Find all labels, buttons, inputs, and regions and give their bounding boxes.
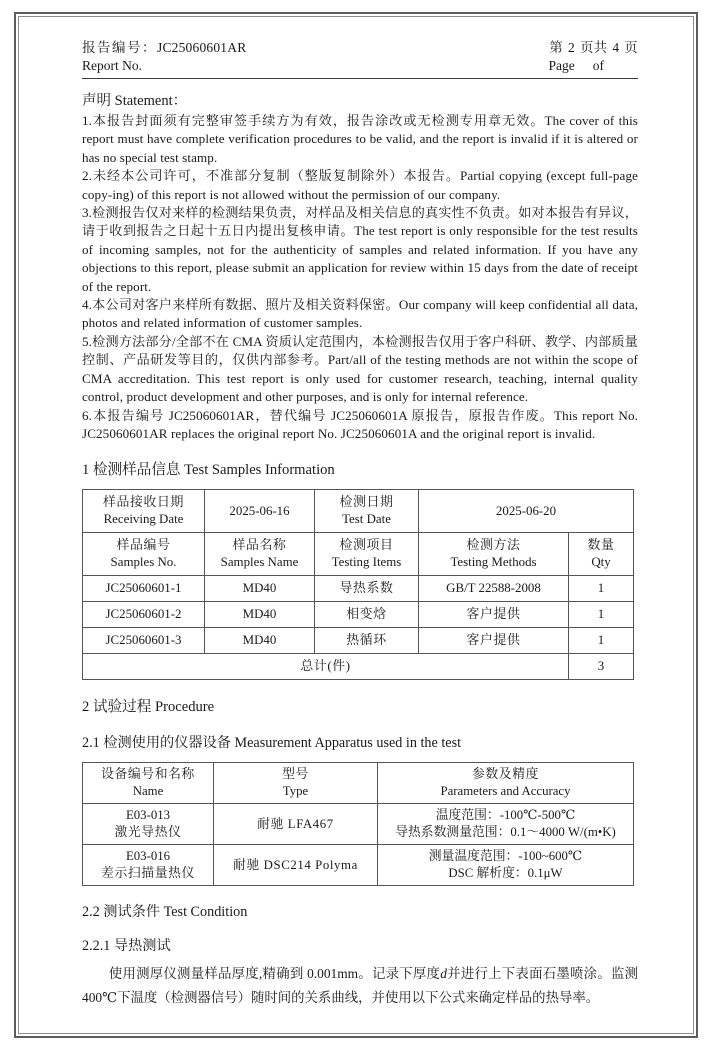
receiving-date-label-en: Receiving Date bbox=[103, 512, 184, 527]
cell-testing-method: GB/T 22588-2008 bbox=[419, 576, 569, 602]
column-header-equipment-params bbox=[378, 763, 634, 804]
report-number-label-en: Report No. bbox=[82, 58, 142, 73]
test-date-label-en: Test Date bbox=[342, 512, 391, 527]
equipment-row bbox=[83, 845, 634, 886]
paragraph-part-2: 并进行上下表面石墨喷涂。监测 400℃下温度（检测器信号）随时间的关系曲线，并使用以下公式来确定样品的热导率。 bbox=[82, 966, 639, 1006]
cell-sample-no: JC25060601-1 bbox=[83, 576, 205, 602]
cell-sample-name: MD40 bbox=[205, 628, 315, 654]
statement-title: 声明 Statement： bbox=[82, 93, 188, 109]
section-1-heading: 1 检测样品信息 Test Samples Information bbox=[82, 462, 335, 479]
statement-item-3: 3.检测报告仅对来样的检测结果负责，对样品及相关信息的真实性不负责。如对本报告有异议，请于收到报告之日起十五日内提出复核申请。The test report is only responsible for the test results of incoming samples, not for the authenticity of samples and related information. If you have any objections to this report, please submit an application for review within 15 days from the date of receipt of the report. bbox=[82, 205, 638, 294]
total-label: 总计(件) bbox=[83, 654, 569, 680]
cell-sample-no: JC25060601-2 bbox=[83, 602, 205, 628]
column-header-testing-methods bbox=[419, 533, 569, 576]
col-head-cn: 设备编号和名称 bbox=[101, 767, 195, 782]
document-content bbox=[82, 38, 638, 1010]
page-suffix-cn: 页 bbox=[624, 40, 638, 55]
equipment-param-2: DSC 解析度：0.1μW bbox=[448, 866, 563, 881]
test-samples-table bbox=[82, 489, 634, 680]
cell-equipment-name bbox=[83, 804, 214, 845]
table-row bbox=[83, 576, 634, 602]
cell-testing-item: 相变焓 bbox=[315, 602, 419, 628]
col-head-en: Parameters and Accuracy bbox=[440, 784, 571, 799]
column-header-samples-name bbox=[205, 533, 315, 576]
col-head-en: Qty bbox=[591, 555, 611, 570]
col-head-cn: 样品名称 bbox=[232, 538, 287, 553]
page-prefix-cn: 第 bbox=[549, 40, 563, 55]
equipment-id: E03-013 bbox=[125, 808, 171, 823]
equipment-name-cn: 激光导热仪 bbox=[114, 825, 182, 840]
cell-equipment-type: 耐驰 LFA467 bbox=[214, 804, 378, 845]
col-head-cn: 型号 bbox=[282, 767, 309, 782]
paragraph-part-1: 使用测厚仪测量样品厚度,精确到 0.001mm。记录下厚度 bbox=[108, 966, 441, 982]
cell-sample-name: MD40 bbox=[205, 602, 315, 628]
header-row-primary bbox=[82, 38, 638, 57]
table-row-dates bbox=[83, 490, 634, 533]
cell-sample-no: JC25060601-3 bbox=[83, 628, 205, 654]
column-header-equipment-type bbox=[214, 763, 378, 804]
equipment-name-cn: 差示扫描量热仪 bbox=[101, 866, 195, 881]
table-row bbox=[83, 602, 634, 628]
header-row-secondary bbox=[82, 57, 638, 75]
equipment-param-2: 导热系数测量范围：0.1～4000 W/(m•K) bbox=[395, 825, 616, 840]
equipment-param-1: 温度范围：-100℃-500℃ bbox=[435, 808, 576, 823]
table-total-row bbox=[83, 654, 634, 680]
column-header-equipment-name bbox=[83, 763, 214, 804]
report-number-label-cn: 报告编号： bbox=[82, 40, 157, 55]
cell-equipment-type: 耐驰 DSC214 Polyma bbox=[214, 845, 378, 886]
equipment-table bbox=[82, 762, 634, 886]
equipment-param-1: 测量温度范围：-100~600℃ bbox=[428, 849, 583, 864]
test-date-label-cn: 检测日期 bbox=[339, 495, 394, 510]
cell-sample-name: MD40 bbox=[205, 576, 315, 602]
page-current: 2 bbox=[567, 40, 575, 55]
col-head-en: Samples No. bbox=[110, 555, 177, 570]
section-2-1-heading: 2.1 检测使用的仪器设备 Measurement Apparatus used in the test bbox=[82, 735, 462, 752]
page-mid-cn: 页共 bbox=[579, 40, 608, 55]
cell-qty: 1 bbox=[569, 628, 634, 654]
page-indicator-cn bbox=[549, 38, 638, 57]
paragraph-symbol-d: d bbox=[440, 966, 447, 982]
page-total: 4 bbox=[612, 40, 620, 55]
receiving-date-header bbox=[83, 490, 205, 533]
section-2-heading: 2 试验过程 Procedure bbox=[82, 699, 215, 716]
col-head-en: Testing Items bbox=[331, 555, 402, 570]
column-header-samples-no bbox=[83, 533, 205, 576]
table-header-row bbox=[83, 533, 634, 576]
document-header bbox=[82, 38, 638, 79]
col-head-en: Name bbox=[132, 784, 164, 799]
statement-item-5: 5.检测方法部分/全部不在 CMA 资质认定范围内，本检测报告仅用于客户科研、教学、内部质量控制、产品研发等目的，仅供内部参考。Part/all of the testing methods are not within the scope of CMA accreditation. This test report is only used for customer research, teaching, internal quality control, product development and other purposes, and is only for internal reference. bbox=[82, 333, 638, 405]
col-head-cn: 检测方法 bbox=[466, 538, 521, 553]
col-head-en: Samples Name bbox=[220, 555, 299, 570]
statement-item-1: 1.本报告封面须有完整审签手续方为有效，报告涂改或无检测专用章无效。The cover of this report must have complete verification procedures to be valid, and the report is invalid if it is altered or has no special test stamp. bbox=[82, 113, 638, 165]
receiving-date-label-cn: 样品接收日期 bbox=[103, 495, 184, 510]
cell-testing-item: 热循环 bbox=[315, 628, 419, 654]
report-number-value: JC25060601AR bbox=[157, 40, 247, 55]
page-of-label-en: of bbox=[592, 58, 604, 73]
equipment-row bbox=[83, 804, 634, 845]
cell-equipment-params bbox=[378, 845, 634, 886]
section-2-2-1-heading: 2.2.1 导热测试 bbox=[82, 938, 171, 955]
cell-equipment-params bbox=[378, 804, 634, 845]
receiving-date-value: 2025-06-16 bbox=[205, 490, 315, 533]
table-row bbox=[83, 628, 634, 654]
col-head-cn: 样品编号 bbox=[116, 538, 171, 553]
cell-testing-method: 客户提供 bbox=[419, 602, 569, 628]
cell-testing-method: 客户提供 bbox=[419, 628, 569, 654]
equipment-header-row bbox=[83, 763, 634, 804]
col-head-en: Testing Methods bbox=[450, 555, 537, 570]
statement-item-4: 4.本公司对客户来样所有数据、照片及相关资料保密。Our company will keep confidential all data, photos and related information of customer samples. bbox=[82, 297, 638, 331]
test-date-header bbox=[315, 490, 419, 533]
section-2-2-1-paragraph bbox=[82, 962, 638, 1010]
cell-qty: 1 bbox=[569, 576, 634, 602]
cell-equipment-name bbox=[83, 845, 214, 886]
total-value: 3 bbox=[569, 654, 634, 680]
column-header-qty bbox=[569, 533, 634, 576]
col-head-en: Type bbox=[282, 784, 309, 799]
section-2-2-heading: 2.2 测试条件 Test Condition bbox=[82, 904, 248, 921]
equipment-id: E03-016 bbox=[125, 849, 171, 864]
statement-item-6: 6.本报告编号 JC25060601AR，替代编号 JC25060601A 原报告，原报告作废。This report No. JC25060601AR replaces the original report No. JC25060601A and the original report is invalid. bbox=[82, 407, 638, 441]
col-head-cn: 数量 bbox=[587, 538, 615, 553]
report-number bbox=[82, 38, 246, 57]
cell-qty: 1 bbox=[569, 602, 634, 628]
col-head-cn: 检测项目 bbox=[339, 538, 394, 553]
cell-testing-item: 导热系数 bbox=[315, 576, 419, 602]
page-label-en: Page bbox=[548, 58, 575, 73]
column-header-testing-items bbox=[315, 533, 419, 576]
page-indicator-en bbox=[549, 57, 639, 75]
col-head-cn: 参数及精度 bbox=[472, 767, 539, 782]
statement-item-2: 2.未经本公司许可，不准部分复制（整版复制除外）本报告。Partial copying (except full-page copy-ing) of this report is not allowed without the permission of our company. bbox=[82, 168, 638, 202]
test-date-value: 2025-06-20 bbox=[419, 490, 634, 533]
